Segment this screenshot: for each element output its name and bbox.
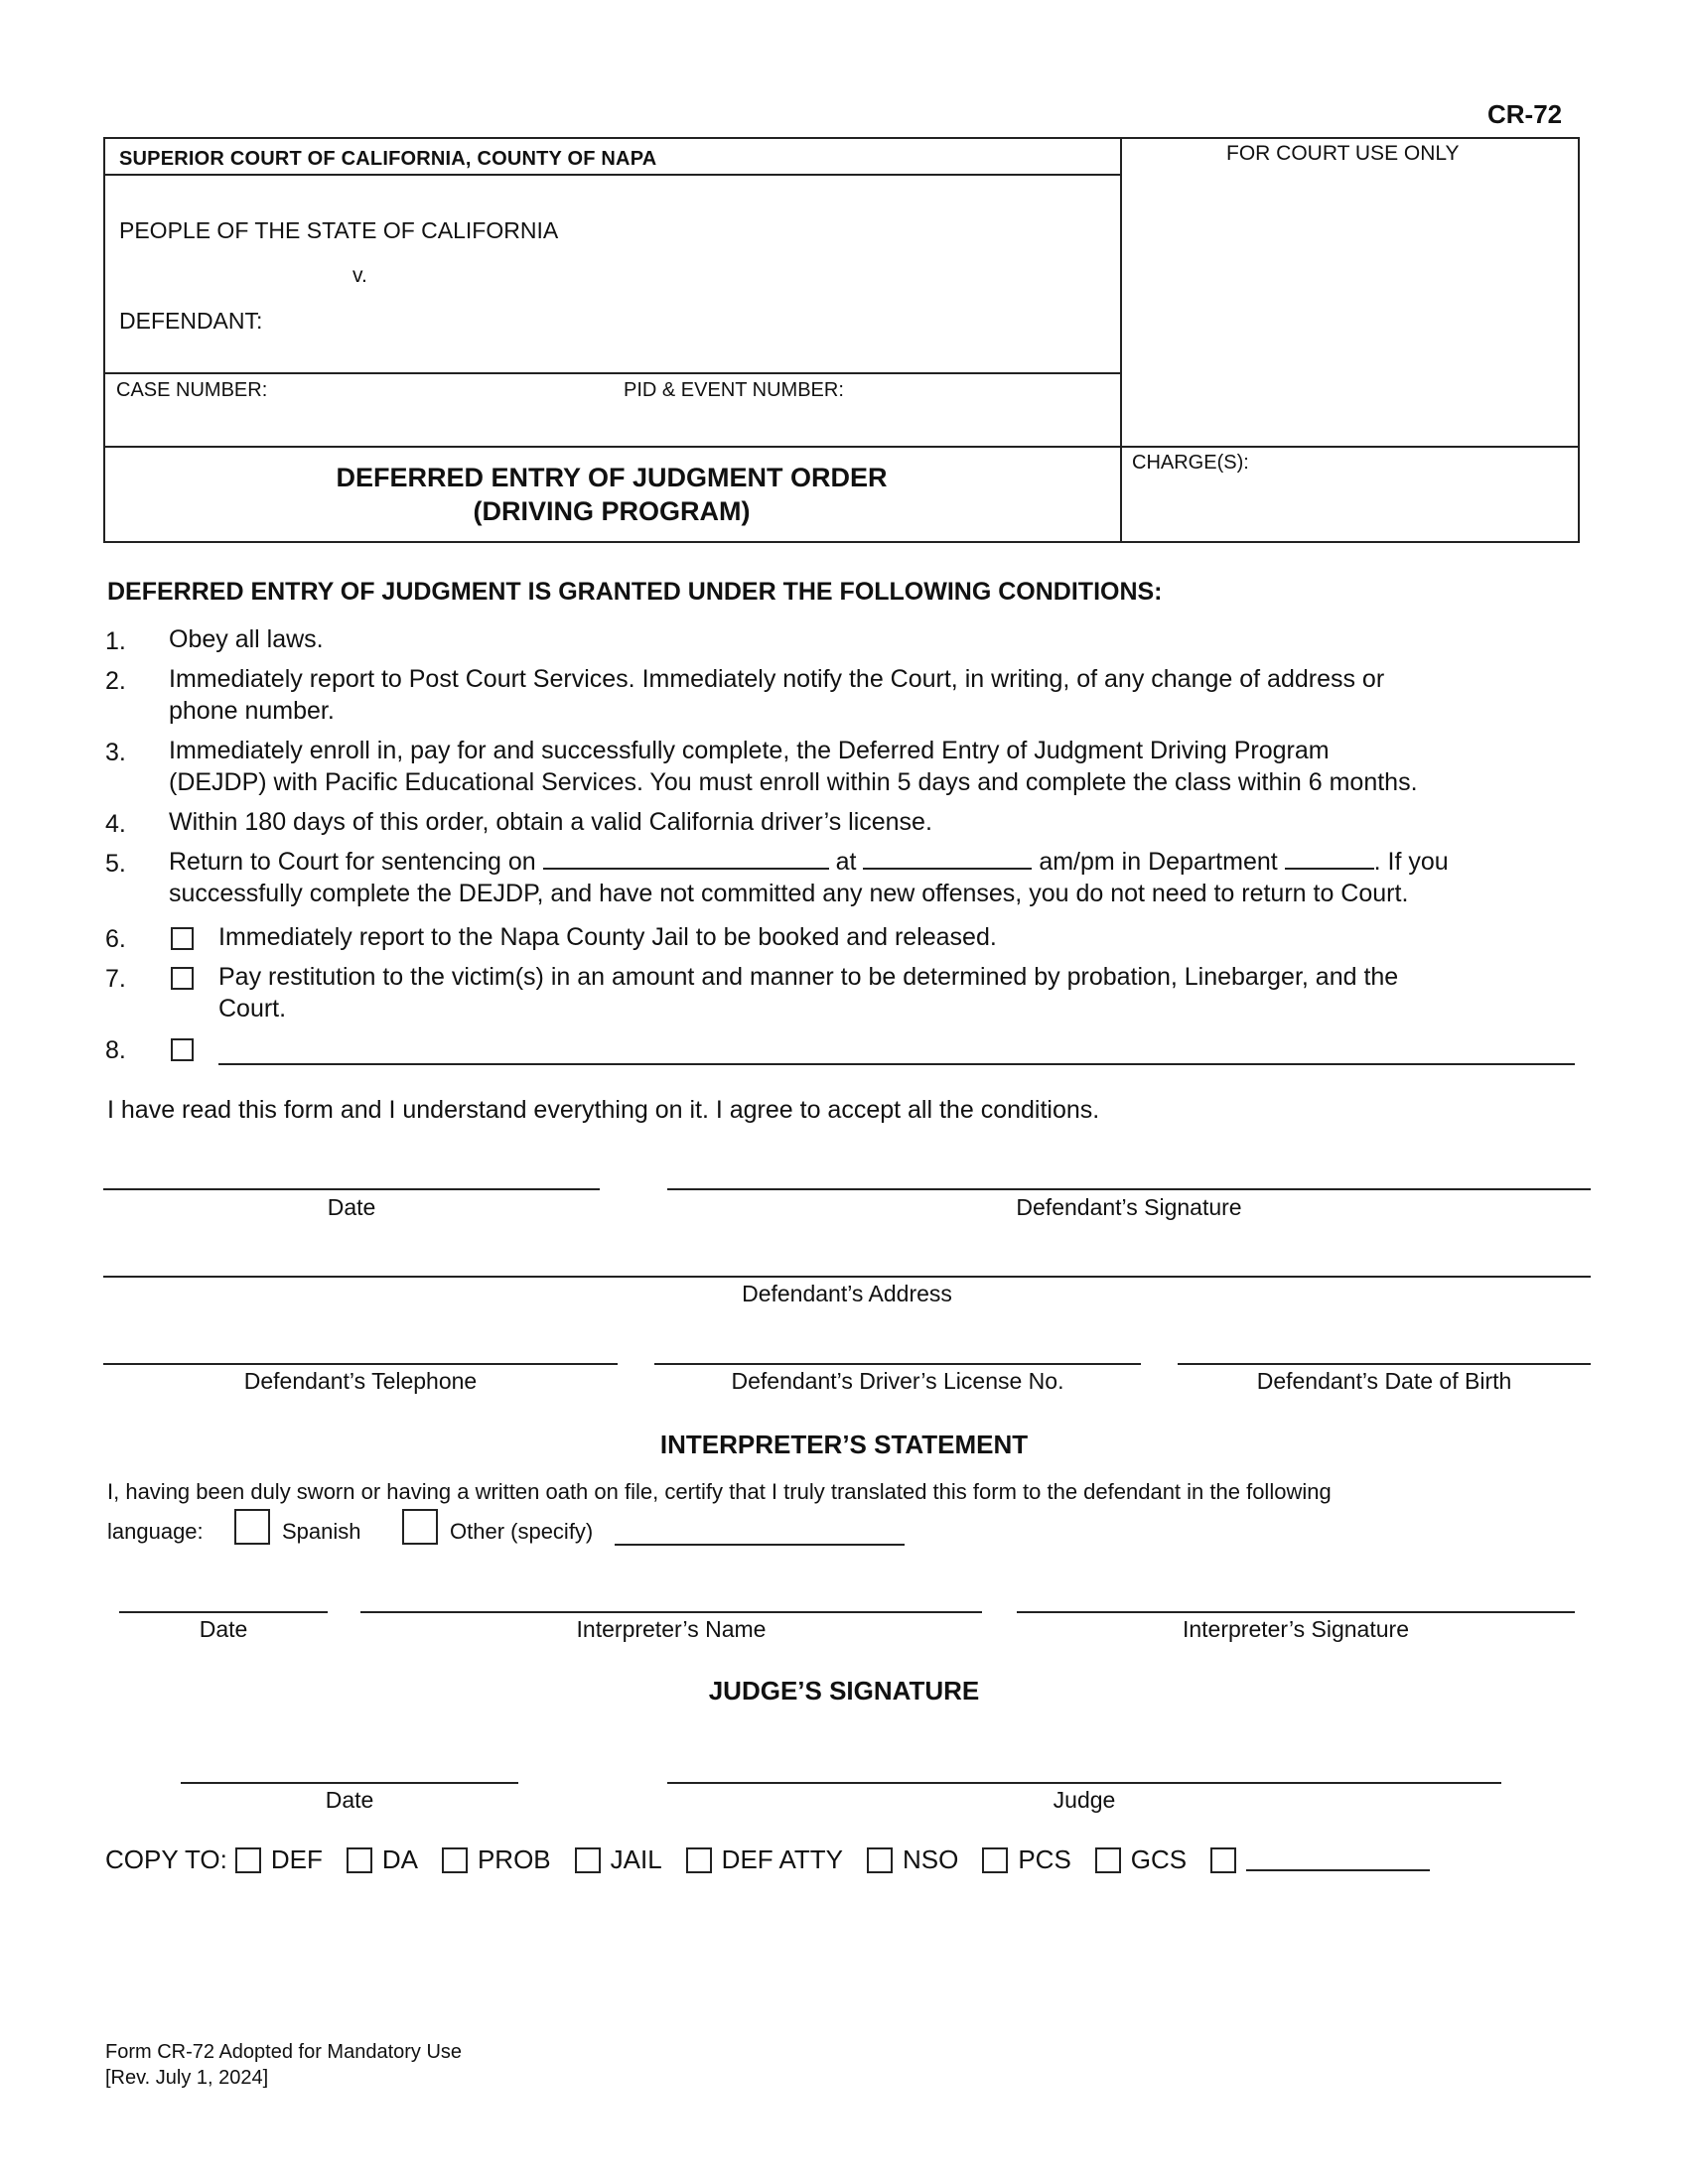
- condition-5-text: [169, 846, 1449, 909]
- versus-label: v.: [352, 264, 367, 287]
- condition-3-line1: Immediately enroll in, pay for and successfully complete, the Deferred Entry of Judgment Driving Program: [169, 737, 1330, 764]
- copy-to-other[interactable]: [1210, 1847, 1430, 1873]
- condition-6-text: Immediately report to the Napa County Jail to be booked and released.: [218, 923, 997, 951]
- caption-divider-court: [103, 174, 1122, 176]
- other-language-field[interactable]: [615, 1544, 905, 1546]
- people-label: PEOPLE OF THE STATE OF CALIFORNIA: [119, 217, 559, 243]
- defendant-date-caption: Date: [327, 1194, 376, 1220]
- interpreter-signature-line[interactable]: [1017, 1611, 1575, 1613]
- condition-8-checkbox[interactable]: [171, 1038, 194, 1061]
- judge-title: JUDGE’S SIGNATURE: [708, 1676, 980, 1706]
- copy-checkbox[interactable]: [575, 1847, 601, 1873]
- condition-number: 3.: [105, 739, 126, 766]
- copy-checkbox[interactable]: [1095, 1847, 1121, 1873]
- copy-to-nso[interactable]: NSO: [867, 1844, 958, 1875]
- defendant-date-line[interactable]: [103, 1188, 600, 1190]
- department-field[interactable]: [1285, 846, 1374, 870]
- defendant-dob-caption: Defendant’s Date of Birth: [1256, 1368, 1512, 1394]
- other-language-checkbox[interactable]: [402, 1509, 438, 1545]
- copy-checkbox[interactable]: [1210, 1847, 1236, 1873]
- condition-number: 1.: [105, 627, 126, 655]
- judge-date-caption: Date: [325, 1787, 374, 1813]
- judge-signature-line[interactable]: [667, 1782, 1501, 1784]
- condition-number: 4.: [105, 810, 126, 838]
- copy-checkbox[interactable]: [442, 1847, 468, 1873]
- condition-number: 6.: [105, 925, 126, 953]
- charges-label: CHARGE(S):: [1132, 452, 1249, 474]
- defendant-dob-line[interactable]: [1178, 1363, 1591, 1365]
- form-subtitle: (DRIVING PROGRAM): [473, 496, 751, 526]
- interpreter-name-caption: Interpreter’s Name: [576, 1616, 767, 1642]
- form-title: DEFERRED ENTRY OF JUDGMENT ORDER: [336, 463, 888, 492]
- condition-3-text: [169, 735, 1418, 798]
- defendant-telephone-caption: Defendant’s Telephone: [243, 1368, 478, 1394]
- caption-divider-case: [103, 372, 1122, 374]
- copy-checkbox[interactable]: [867, 1847, 893, 1873]
- form-code: CR-72: [1487, 99, 1563, 129]
- interpreter-signature-caption: Interpreter’s Signature: [1182, 1616, 1409, 1642]
- condition-4-text: Within 180 days of this order, obtain a valid California driver’s license.: [169, 808, 932, 836]
- condition-number: 7.: [105, 965, 126, 993]
- conditions-heading: DEFERRED ENTRY OF JUDGMENT IS GRANTED UNDER THE FOLLOWING CONDITIONS:: [107, 578, 1163, 606]
- interpreter-date-caption: Date: [199, 1616, 248, 1642]
- footer-form-adopted: Form CR-72 Adopted for Mandatory Use: [105, 2041, 463, 2063]
- condition-number: 8.: [105, 1036, 126, 1064]
- defendant-address-caption: Defendant’s Address: [742, 1281, 952, 1306]
- court-use-label: FOR COURT USE ONLY: [1226, 142, 1460, 165]
- judge-signature-caption: Judge: [1053, 1787, 1116, 1813]
- copy-to-jail[interactable]: JAIL: [575, 1844, 662, 1875]
- condition-2-text: [169, 663, 1384, 727]
- copy-to-label: COPY TO:: [105, 1844, 227, 1874]
- copy-to-def[interactable]: DEF: [235, 1844, 323, 1875]
- language-label: language:: [107, 1519, 204, 1544]
- sentencing-date-field[interactable]: [543, 846, 829, 870]
- defendant-telephone-line[interactable]: [103, 1363, 618, 1365]
- footer-revision: [Rev. July 1, 2024]: [105, 2067, 269, 2089]
- condition-8-field[interactable]: [218, 1063, 1575, 1065]
- defendant-license-caption: Defendant’s Driver’s License No.: [731, 1368, 1064, 1394]
- caption-divider-vertical: [1120, 137, 1122, 543]
- defendant-signature-line[interactable]: [667, 1188, 1591, 1190]
- condition-7-line1: Pay restitution to the victim(s) in an amount and manner to be determined by probation, Linebarger, and the: [218, 963, 1399, 991]
- defendant-license-line[interactable]: [654, 1363, 1141, 1365]
- condition-6-checkbox[interactable]: [171, 927, 194, 950]
- copy-checkbox[interactable]: [235, 1847, 261, 1873]
- case-number-label: CASE NUMBER:: [116, 379, 268, 401]
- condition-7-line2: Court.: [218, 995, 287, 1023]
- condition-number: 2.: [105, 667, 126, 695]
- copy-to-da[interactable]: DA: [347, 1844, 418, 1875]
- interpreter-statement: I, having been duly sworn or having a written oath on file, certify that I truly translated this form to the defendant in the following: [107, 1479, 1332, 1504]
- copy-to-pcs[interactable]: PCS: [982, 1844, 1070, 1875]
- copy-to-def-atty[interactable]: DEF ATTY: [686, 1844, 843, 1875]
- spanish-label: Spanish: [282, 1519, 361, 1544]
- judge-date-line[interactable]: [181, 1782, 518, 1784]
- defendant-signature-caption: Defendant’s Signature: [1016, 1194, 1242, 1220]
- copy-checkbox[interactable]: [686, 1847, 712, 1873]
- spanish-checkbox[interactable]: [234, 1509, 270, 1545]
- caption-divider-title: [103, 446, 1580, 448]
- interpreter-date-line[interactable]: [119, 1611, 328, 1613]
- interpreter-name-line[interactable]: [360, 1611, 982, 1613]
- copy-to-other-field[interactable]: [1246, 1849, 1430, 1871]
- copy-checkbox[interactable]: [982, 1847, 1008, 1873]
- sentencing-time-field[interactable]: [863, 846, 1032, 870]
- acknowledgement-text: I have read this form and I understand everything on it. I agree to accept all the conditions.: [107, 1096, 1100, 1124]
- defendant-label: DEFENDANT:: [119, 308, 263, 334]
- condition-5-line1: Return to Court for sentencing on at am/pm in Department . If you: [169, 848, 1449, 876]
- copy-to-prob[interactable]: PROB: [442, 1844, 551, 1875]
- condition-3-line2: (DEJDP) with Pacific Educational Services. You must enroll within 5 days and complete the class within 6 months.: [169, 768, 1418, 796]
- condition-2-line2: phone number.: [169, 697, 335, 725]
- condition-1-text: Obey all laws.: [169, 625, 324, 653]
- defendant-address-line[interactable]: [103, 1276, 1591, 1278]
- interpreter-title: INTERPRETER’S STATEMENT: [659, 1430, 1029, 1459]
- condition-7-checkbox[interactable]: [171, 967, 194, 990]
- copy-to-gcs[interactable]: GCS: [1095, 1844, 1187, 1875]
- copy-to-row: [105, 1844, 1454, 1875]
- condition-number: 5.: [105, 850, 126, 878]
- pid-event-label: PID & EVENT NUMBER:: [624, 379, 844, 401]
- copy-checkbox[interactable]: [347, 1847, 372, 1873]
- court-name: SUPERIOR COURT OF CALIFORNIA, COUNTY OF NAPA: [119, 148, 657, 170]
- condition-2-line1: Immediately report to Post Court Services. Immediately notify the Court, in writing, of any change of address or: [169, 665, 1385, 693]
- condition-5-line2: successfully complete the DEJDP, and have not committed any new offenses, you do not need to return to Court.: [169, 880, 1409, 907]
- other-language-label: Other (specify): [450, 1519, 594, 1544]
- condition-7-text: [218, 961, 1398, 1024]
